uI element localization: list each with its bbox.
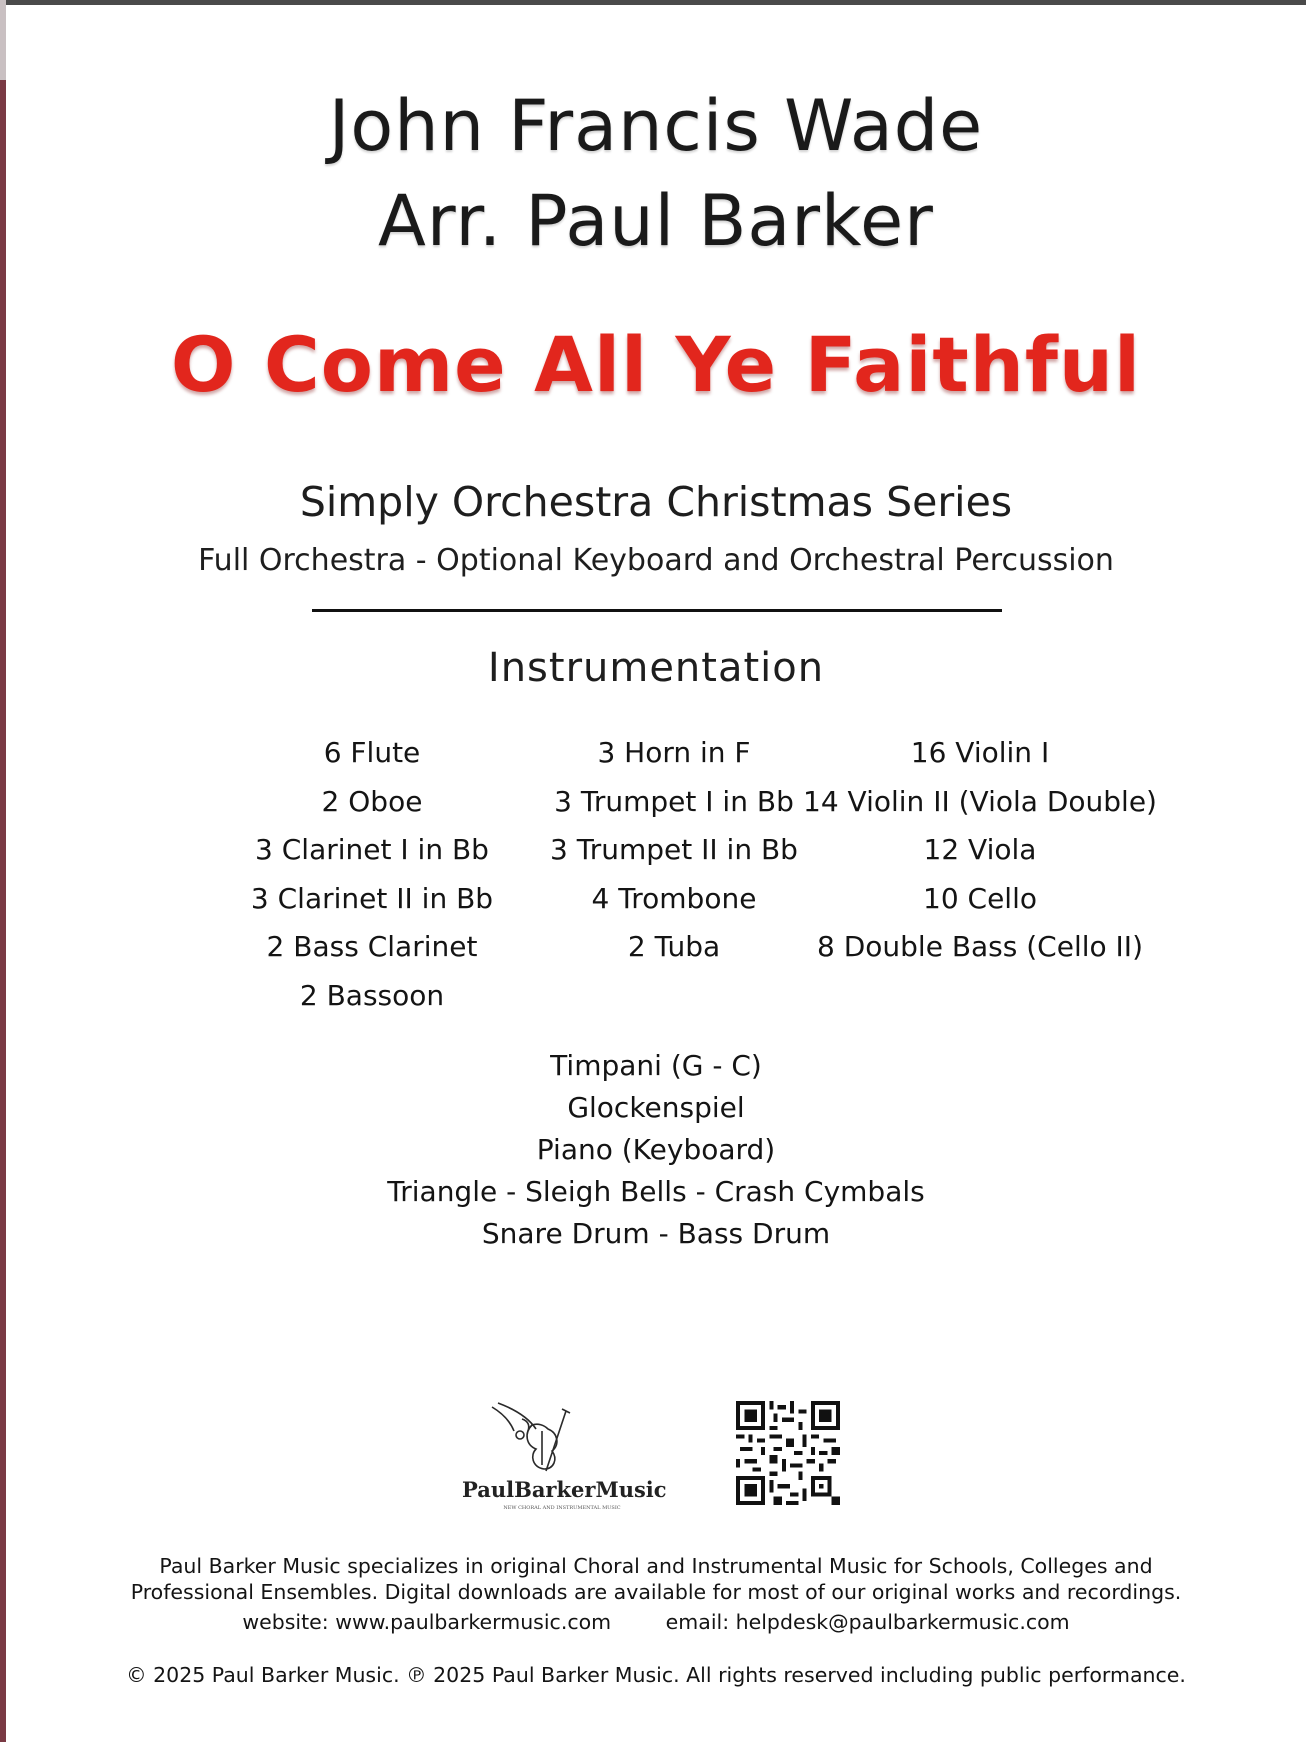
instrument-item: 16 Violin I — [910, 736, 1050, 769]
publisher-description-line: Professional Ensembles. Digital downloads are available for most of our original works and recordings. — [130, 1580, 1182, 1604]
percussion-item: Snare Drum - Bass Drum — [481, 1217, 831, 1250]
website-link[interactable]: website: www.paulbarkermusic.com — [242, 1610, 612, 1634]
email-link[interactable]: email: helpdesk@paulbarkermusic.com — [665, 1610, 1070, 1634]
instrument-item: 2 Oboe — [321, 784, 423, 818]
instrument-item: 3 Clarinet II in Bb — [250, 881, 494, 915]
violin-music-logo-icon — [462, 1395, 662, 1477]
publisher-logo — [462, 1395, 667, 1515]
composer-name: John Francis Wade — [328, 85, 984, 167]
percussion-item: Timpani (G - C) — [550, 1049, 762, 1082]
instrument-item: 3 Clarinet I in Bb — [255, 833, 489, 867]
logo-tagline: NEW CHORAL AND INSTRUMENTAL MUSIC — [503, 1505, 621, 1511]
instrument-item: 4 Trombone — [591, 881, 757, 915]
instrument-item: 10 Cello — [923, 881, 1037, 915]
instrument-item: 3 Horn in F — [597, 736, 751, 769]
instrument-item: 3 Trumpet II in Bb — [550, 833, 798, 867]
instrument-item: 2 Tuba — [627, 930, 721, 964]
piece-title: O Come All Ye Faithful — [170, 320, 1142, 409]
instrument-item: 14 Violin II (Viola Double) — [803, 784, 1157, 818]
score-cover-page — [6, 5, 1306, 1742]
logo-wordmark: PaulBarkerMusic — [462, 1477, 667, 1502]
instrument-item: 3 Trumpet I in Bb — [554, 784, 794, 818]
publisher-description-line: Paul Barker Music specializes in original Choral and Instrumental Music for Schools, Colleges and — [159, 1554, 1153, 1578]
instrument-item: 2 Bassoon — [299, 978, 445, 1012]
instrument-item: 2 Bass Clarinet — [266, 930, 478, 964]
instrument-item: 12 Viola — [923, 833, 1037, 867]
percussion-list — [6, 1045, 1306, 1255]
divider-line — [312, 609, 1002, 612]
strings-column — [800, 729, 1160, 972]
instrumentation-heading: Instrumentation — [487, 645, 825, 691]
copyright-notice: © 2025 Paul Barker Music. ℗ 2025 Paul Barker Music. All rights reserved including public performance. — [126, 1663, 1186, 1687]
qr-code-icon — [736, 1401, 840, 1505]
percussion-item: Triangle - Sleigh Bells - Crash Cymbals — [387, 1175, 925, 1208]
arranger-name: Arr. Paul Barker — [378, 180, 934, 262]
series-name: Simply Orchestra Christmas Series — [299, 478, 1013, 526]
contact-info — [6, 1610, 1306, 1634]
percussion-item: Piano (Keyboard) — [536, 1133, 776, 1166]
publisher-description — [6, 1553, 1306, 1605]
scoring-description: Full Orchestra - Optional Keyboard and Orchestral Percussion — [198, 543, 1114, 578]
percussion-item: Glockenspiel — [567, 1091, 745, 1124]
instrument-item: 8 Double Bass (Cello II) — [816, 930, 1143, 964]
instrument-item: 6 Flute — [323, 736, 421, 769]
